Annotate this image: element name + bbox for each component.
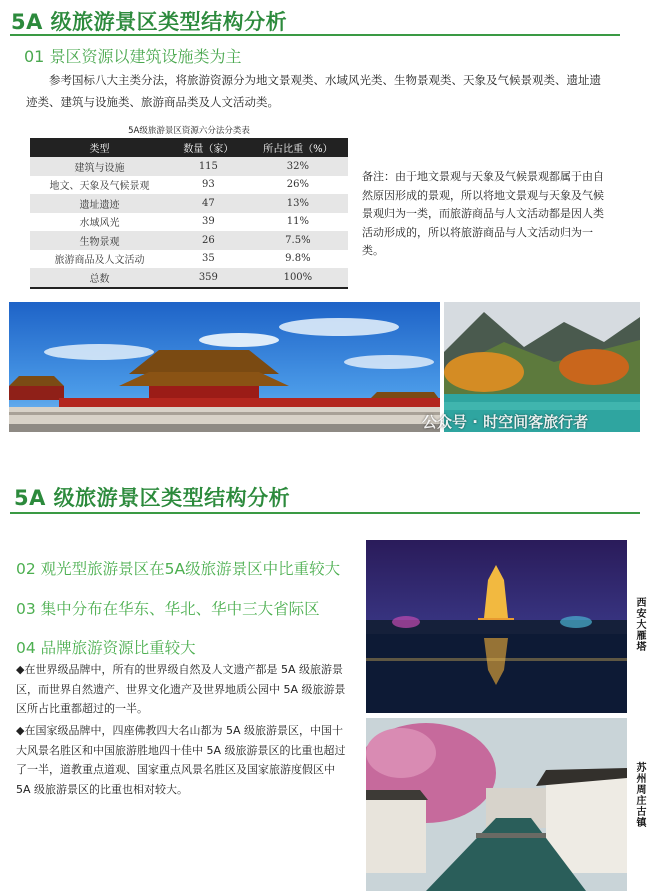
caption-xian: 西安大雁塔 xyxy=(634,597,645,652)
table-cell: 建筑与设施 xyxy=(30,157,169,176)
national-brand-paragraph: ◆在国家级品牌中，四座佛教四大名山都为 5A 级旅游景区，中国十大风景名胜区和中国旅游胜地四十佳中 5A 级旅游景区的比重也超过了一半，道教重点道观、国家重点风景名胜区及国家旅游度假区中 5A 级旅游景区的比重也相对较大。 xyxy=(16,724,346,796)
table-row xyxy=(30,231,348,250)
table-cell: 47 xyxy=(169,194,248,213)
table-row xyxy=(30,194,348,213)
table-row-total xyxy=(30,268,348,288)
table-cell: 生物景观 xyxy=(30,231,169,250)
table-cell: 水域风光 xyxy=(30,213,169,232)
table-cell: 9.8% xyxy=(248,250,348,269)
xian-pagoda-photo xyxy=(366,540,627,713)
section1-subheading: 01 景区资源以建筑设施类为主 xyxy=(24,47,242,66)
resource-classification-table xyxy=(30,138,348,289)
section2-title: 5A 级旅游景区类型结构分析 xyxy=(14,486,291,510)
table-cell: 100% xyxy=(248,268,348,288)
forbidden-city-photo xyxy=(9,302,440,432)
point-03: 03 集中分布在华东、华北、华中三大省际区 xyxy=(16,600,320,618)
table-cell: 遗址遗迹 xyxy=(30,194,169,213)
table-cell: 地文、天象及气候景观 xyxy=(30,176,169,195)
table-header-count: 数量（家） xyxy=(169,138,248,157)
table-cell: 93 xyxy=(169,176,248,195)
table-row xyxy=(30,250,348,269)
table-cell: 26 xyxy=(169,231,248,250)
table-note: 备注：由于地文景观与天象及气候景观都属于由自然原因形成的景观，所以将地文景观与天象及气候景观归为一类，而旅游商品与人文活动都是因人类活动形成的，所以将旅游商品与人文活动归为一类。 xyxy=(362,170,604,257)
point-02: 02 观光型旅游景区在5A级旅游景区中比重较大 xyxy=(16,560,341,578)
table-cell: 35 xyxy=(169,250,248,269)
point-04: 04 品牌旅游资源比重较大 xyxy=(16,639,196,657)
section1-divider xyxy=(10,34,620,36)
table-cell: 总数 xyxy=(30,268,169,288)
table-cell: 32% xyxy=(248,157,348,176)
table-cell: 13% xyxy=(248,194,348,213)
table-cell: 115 xyxy=(169,157,248,176)
world-brand-paragraph: ◆在世界级品牌中，所有的世界级自然及人文遗产都是 5A 级旅游景区，而世界自然遗产、世界文化遗产及世界地质公园中 5A 级旅游景区所占比重都超过的一半。 xyxy=(16,663,346,715)
table-row xyxy=(30,213,348,232)
table-cell: 359 xyxy=(169,268,248,288)
table-row xyxy=(30,176,348,195)
table-cell: 39 xyxy=(169,213,248,232)
table-cell: 旅游商品及人文活动 xyxy=(30,250,169,269)
table-caption: 5A级旅游景区资源六分法分类表 xyxy=(128,126,250,136)
table-header-share: 所占比重（%） xyxy=(248,138,348,157)
section2-divider xyxy=(10,512,640,514)
watermark-text: 公众号 · 时空间客旅行者 xyxy=(422,413,589,431)
table-row xyxy=(30,157,348,176)
table-cell: 7.5% xyxy=(248,231,348,250)
table-header-type: 类型 xyxy=(30,138,169,157)
caption-suzhou: 苏州周庄古镇 xyxy=(634,762,645,828)
section1-title: 5A 级旅游景区类型结构分析 xyxy=(11,10,288,34)
table-cell: 11% xyxy=(248,213,348,232)
section1-intro: 参考国标八大主类分法，将旅游资源分为地文景观类、水域风光类、生物景观类、天象及气候景观类、遗址遗迹类、建筑与设施类、旅游商品类及人文活动类。 xyxy=(26,73,601,109)
zhouzhuang-photo xyxy=(366,718,627,891)
table-cell: 26% xyxy=(248,176,348,195)
